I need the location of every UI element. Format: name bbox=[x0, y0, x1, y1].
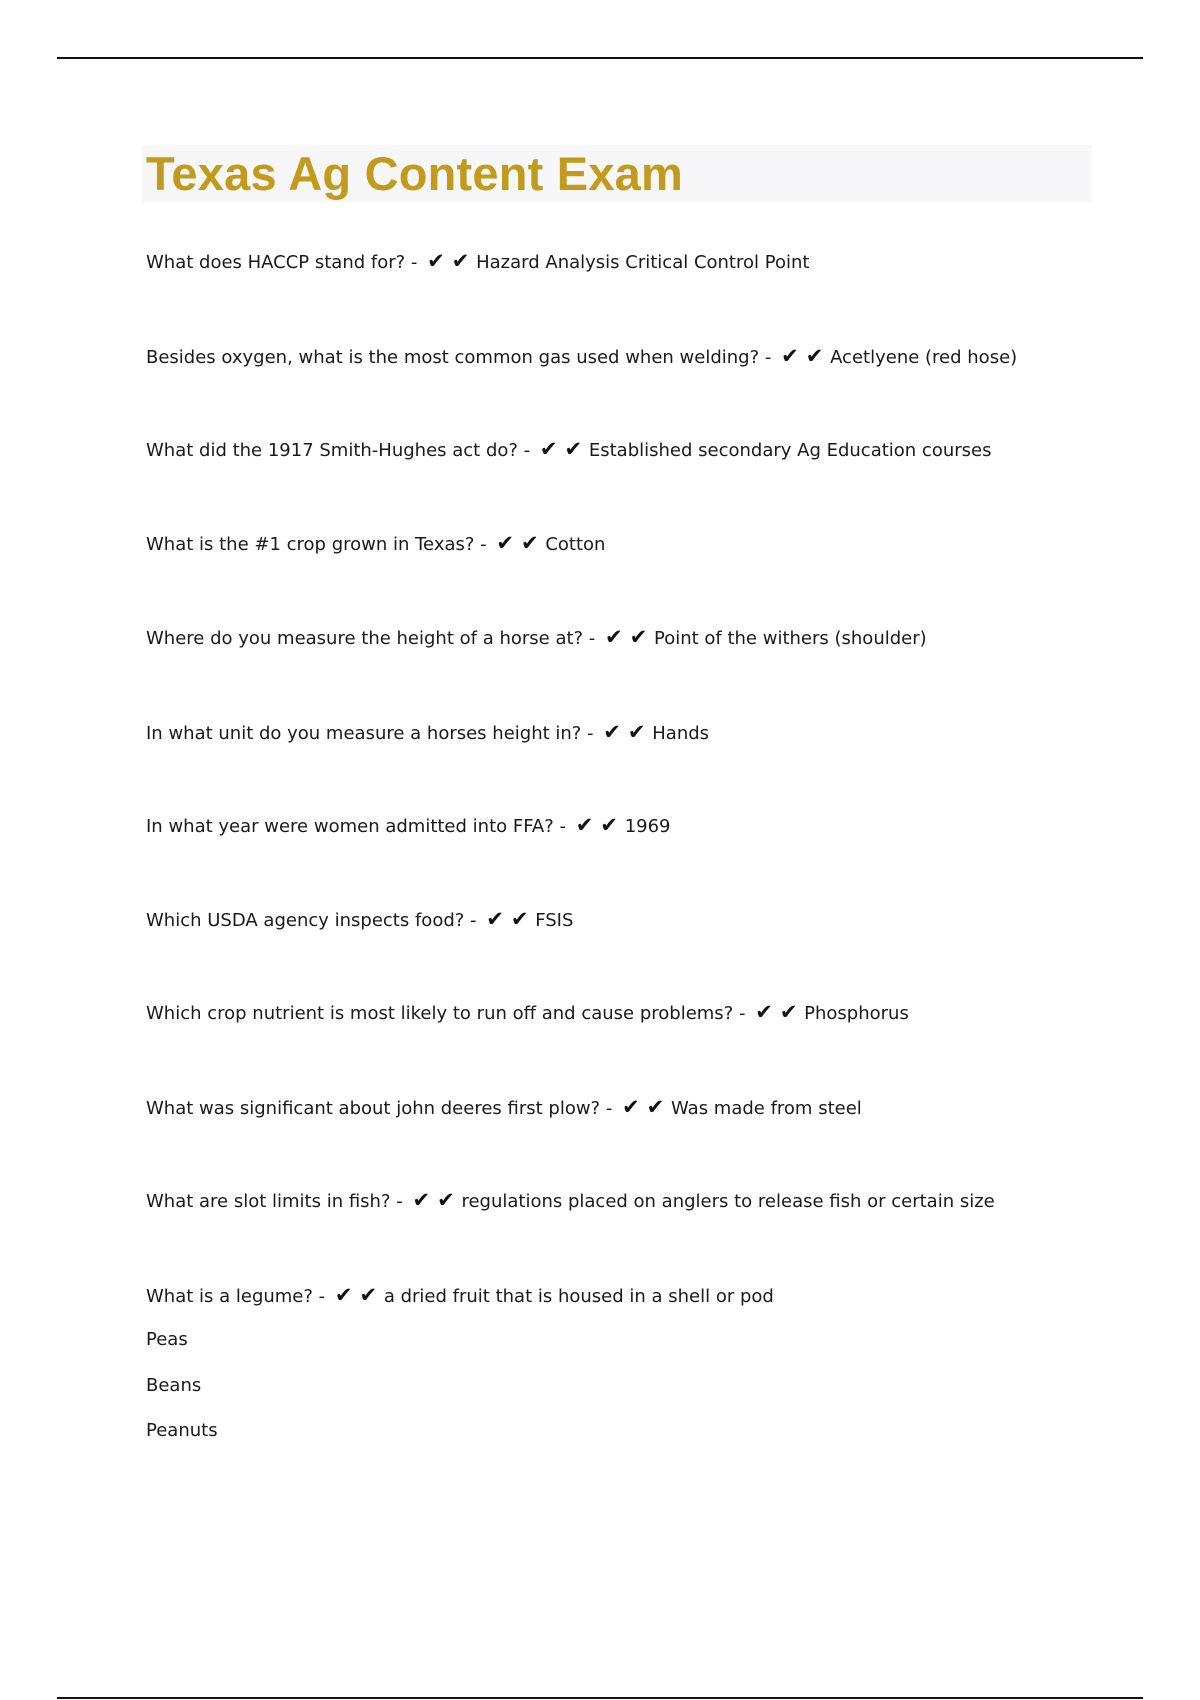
check-icon: ✔ bbox=[600, 813, 618, 837]
question-text: In what unit do you measure a horses height in? - bbox=[146, 723, 594, 744]
check-icon: ✔ bbox=[629, 625, 648, 649]
check-icon: ✔ bbox=[451, 249, 470, 273]
question-text: What are slot limits in fish? - bbox=[146, 1191, 403, 1212]
answer-text: Cotton bbox=[545, 534, 606, 555]
qa-item-7 bbox=[146, 812, 671, 840]
qa-item-11 bbox=[146, 1187, 995, 1215]
question-text: In what year were women admitted into FFA? - bbox=[146, 816, 566, 837]
answer-text: Point of the withers (shoulder) bbox=[653, 628, 927, 649]
check-icon: ✔ bbox=[805, 344, 824, 368]
qa-item-5 bbox=[146, 624, 927, 652]
legume-example-peanuts: Peanuts bbox=[146, 1420, 218, 1441]
question-text: What did the 1917 Smith-Hughes act do? - bbox=[146, 440, 531, 461]
top-rule bbox=[57, 57, 1143, 59]
qa-item-2 bbox=[146, 343, 1017, 371]
answer-text: Hazard Analysis Critical Control Point bbox=[476, 252, 810, 273]
qa-item-8 bbox=[146, 906, 573, 934]
check-icon: ✔ bbox=[412, 1188, 431, 1212]
check-icon: ✔ bbox=[622, 1095, 640, 1119]
check-icon: ✔ bbox=[486, 907, 504, 931]
answer-text: Phosphorus bbox=[804, 1003, 909, 1024]
answer-text: FSIS bbox=[535, 910, 574, 931]
qa-item-12 bbox=[146, 1282, 774, 1310]
qa-item-10 bbox=[146, 1094, 862, 1122]
check-icon: ✔ bbox=[575, 813, 594, 837]
question-text: What does HACCP stand for? - bbox=[146, 252, 418, 273]
check-icon: ✔ bbox=[521, 531, 539, 555]
question-text: Where do you measure the height of a horse at? - bbox=[146, 628, 596, 649]
bottom-rule bbox=[57, 1697, 1143, 1699]
question-text: What is a legume? - bbox=[146, 1286, 326, 1307]
legume-example-beans: Beans bbox=[146, 1375, 202, 1396]
check-icon: ✔ bbox=[627, 720, 646, 744]
answer-text: a dried fruit that is housed in a shell or pod bbox=[383, 1286, 774, 1307]
check-icon: ✔ bbox=[564, 437, 583, 461]
check-icon: ✔ bbox=[781, 344, 799, 368]
qa-item-3 bbox=[146, 436, 991, 464]
answer-text: regulations placed on anglers to release fish or certain size bbox=[461, 1191, 995, 1212]
answer-text: Hands bbox=[652, 723, 710, 744]
question-text: Which USDA agency inspects food? - bbox=[146, 910, 477, 931]
check-icon: ✔ bbox=[646, 1095, 665, 1119]
question-text: What is the #1 crop grown in Texas? - bbox=[146, 534, 487, 555]
check-icon: ✔ bbox=[334, 1283, 353, 1307]
check-icon: ✔ bbox=[427, 249, 445, 273]
document-title: Texas Ag Content Exam bbox=[146, 147, 683, 200]
answer-text: Acetlyene (red hose) bbox=[830, 347, 1018, 368]
check-icon: ✔ bbox=[779, 1000, 798, 1024]
check-icon: ✔ bbox=[496, 531, 514, 555]
question-text: What was significant about john deeres first plow? - bbox=[146, 1098, 613, 1119]
check-icon: ✔ bbox=[510, 907, 529, 931]
check-icon: ✔ bbox=[605, 625, 623, 649]
answer-text: 1969 bbox=[624, 816, 671, 837]
qa-item-4 bbox=[146, 530, 605, 558]
check-icon: ✔ bbox=[539, 437, 558, 461]
question-text: Which crop nutrient is most likely to run off and cause problems? - bbox=[146, 1003, 746, 1024]
check-icon: ✔ bbox=[603, 720, 621, 744]
legume-example-peas: Peas bbox=[146, 1329, 188, 1350]
qa-item-9 bbox=[146, 999, 909, 1027]
check-icon: ✔ bbox=[437, 1188, 455, 1212]
check-icon: ✔ bbox=[359, 1283, 378, 1307]
answer-text: Established secondary Ag Education courses bbox=[588, 440, 992, 461]
question-text: Besides oxygen, what is the most common gas used when welding? - bbox=[146, 347, 772, 368]
qa-item-6 bbox=[146, 719, 709, 747]
answer-text: Was made from steel bbox=[671, 1098, 862, 1119]
qa-item-1 bbox=[146, 248, 809, 276]
check-icon: ✔ bbox=[755, 1000, 773, 1024]
